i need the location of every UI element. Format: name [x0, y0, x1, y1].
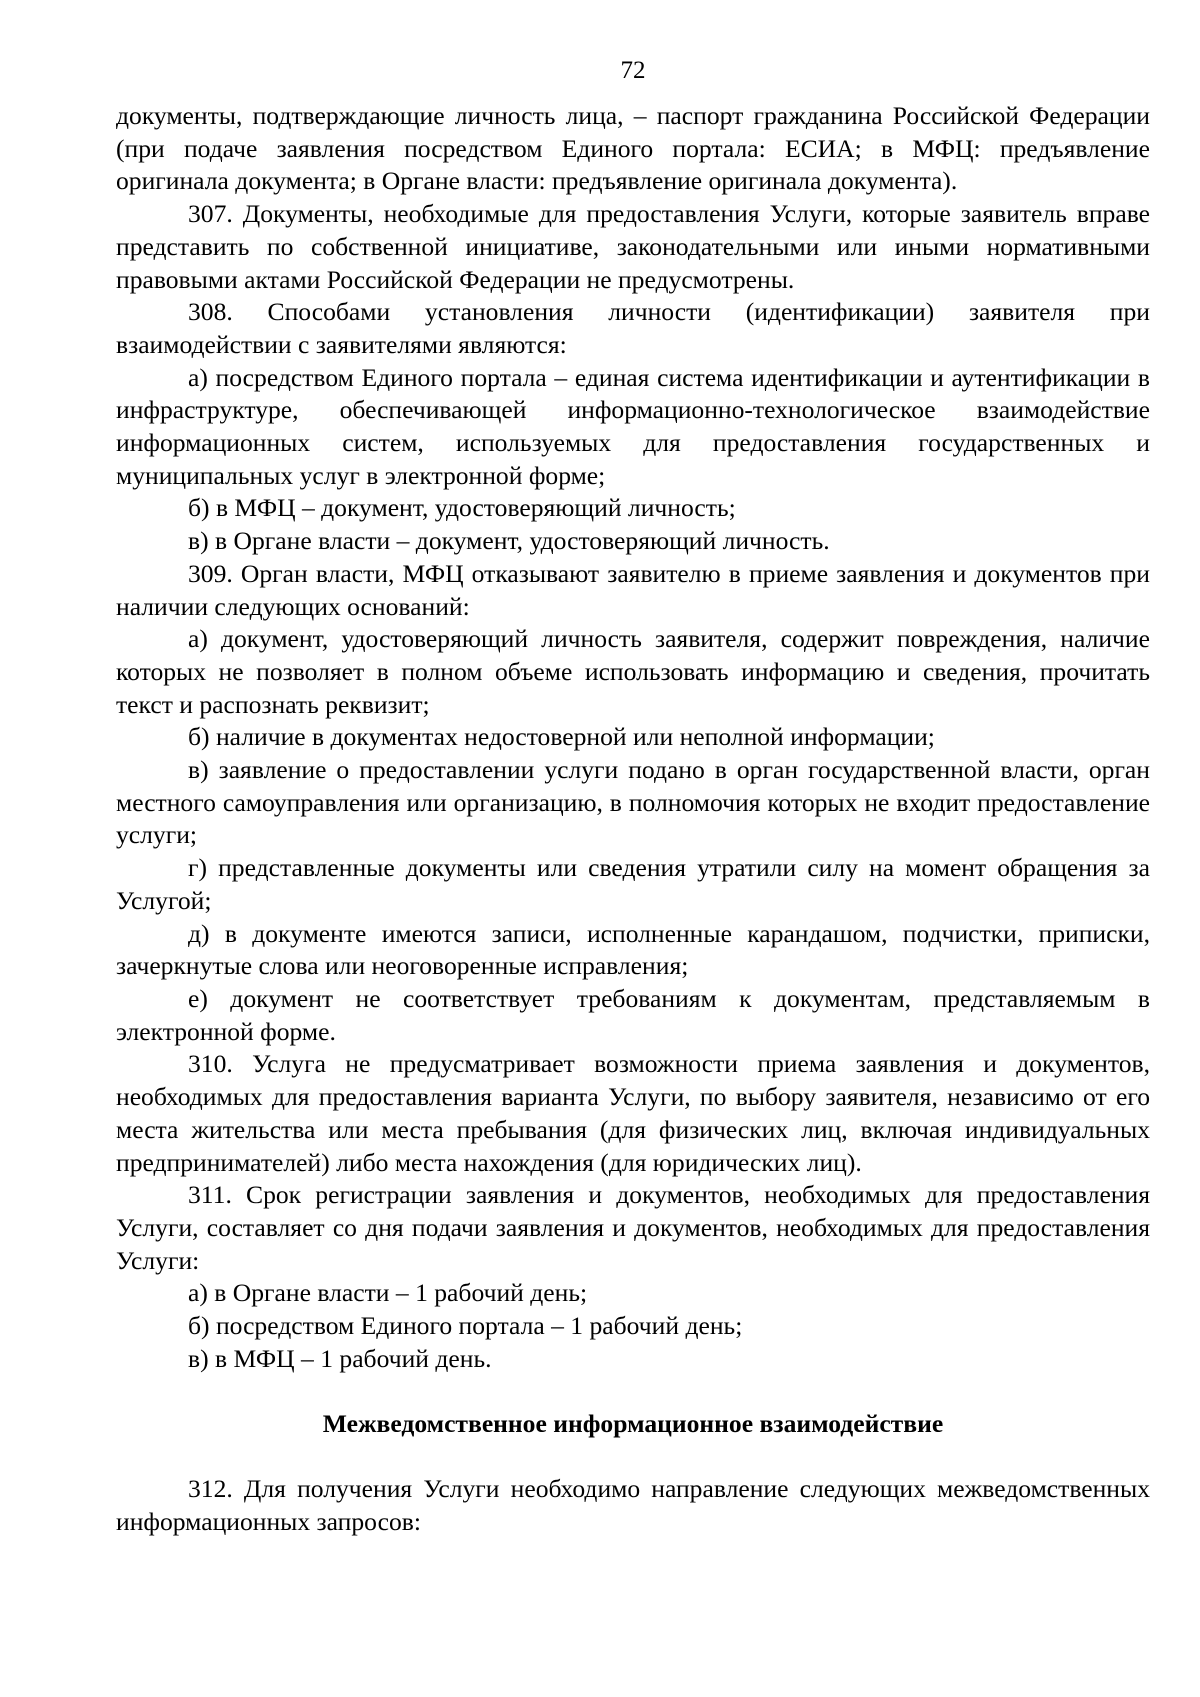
paragraph-308-v: в) в Органе власти – документ, удостоверяющий личность.	[188, 526, 830, 556]
document-page	[116, 0, 1150, 1539]
paragraph-309-v: в) заявление о предоставлении услуги подано в орган государственной власти, орган местного самоуправления или организацию, в полномочия которых не входит предоставление услуги;	[116, 755, 1150, 850]
paragraph-309-e: е) документ не соответствует требованиям к документам, представляемым в электронной форме.	[116, 983, 1150, 1046]
page-number: 72	[620, 57, 646, 84]
paragraph-309: 309. Орган власти, МФЦ отказывают заявителю в приеме заявления и документов при наличии следующих оснований:	[116, 558, 1150, 621]
paragraph-308: 308. Способами установления личности (идентификации) заявителя при взаимодействии с заявителями являются:	[116, 297, 1150, 359]
paragraph-307: 307. Документы, необходимые для предоставления Услуги, которые заявитель вправе представить по собственной инициативе, законодательными или иными нормативными правовыми актами Российской Федерации не предусмотрены.	[116, 199, 1150, 294]
paragraph-308-a: а) посредством Единого портала – единая система идентификации и аутентификации в инфраструктуре, обеспечивающей информационно-технологическое взаимодействие информационных систем, используемых для предоставления государственных и муниципальных услуг в электронной форме;	[116, 362, 1150, 490]
paragraph-309-g: г) представленные документы или сведения утратили силу на момент обращения за Услугой;	[116, 853, 1150, 915]
paragraph-311-v: в) в МФЦ – 1 рабочий день.	[188, 1343, 492, 1373]
paragraph-311: 311. Срок регистрации заявления и документов, необходимых для предоставления Услуги, составляет со дня подачи заявления и документов, необходимых для предоставления Услуги:	[116, 1180, 1150, 1275]
paragraph-309-d: д) в документе имеются записи, исполненные карандашом, подчистки, приписки, зачеркнутые слова или неоговоренные исправления;	[116, 918, 1150, 981]
paragraph-312: 312. Для получения Услуги необходимо направление следующих межведомственных информационных запросов:	[116, 1474, 1150, 1536]
paragraph-continuation: документы, подтверждающие личность лица, – паспорт гражданина Российской Федерации (при подаче заявления посредством Единого портала: ЕСИА; в МФЦ: предъявление оригинала документа; в Органе власти: предъявление оригинала документа).	[116, 101, 1150, 196]
paragraph-311-a: а) в Органе власти – 1 рабочий день;	[188, 1278, 588, 1308]
section-heading: Межведомственное информационное взаимодействие	[322, 1409, 944, 1439]
paragraph-310: 310. Услуга не предусматривает возможности приема заявления и документов, необходимых для предоставления варианта Услуги, по выбору заявителя, независимо от его места жительства или места пребывания (для физических лиц, включая индивидуальных предпринимателей) либо места нахождения (для юридических лиц).	[116, 1049, 1150, 1177]
document-body-top	[116, 100, 1150, 1375]
paragraph-309-a: а) документ, удостоверяющий личность заявителя, содержит повреждения, наличие которых не позволяет в полном объеме использовать информацию и сведения, прочитать текст и распознать реквизит;	[116, 624, 1150, 719]
paragraph-308-b: б) в МФЦ – документ, удостоверяющий личность;	[188, 493, 736, 523]
paragraph-309-b: б) наличие в документах недостоверной или неполной информации;	[188, 722, 935, 752]
document-body-bottom	[116, 1473, 1150, 1538]
paragraph-311-b: б) посредством Единого портала – 1 рабочий день;	[188, 1311, 743, 1341]
